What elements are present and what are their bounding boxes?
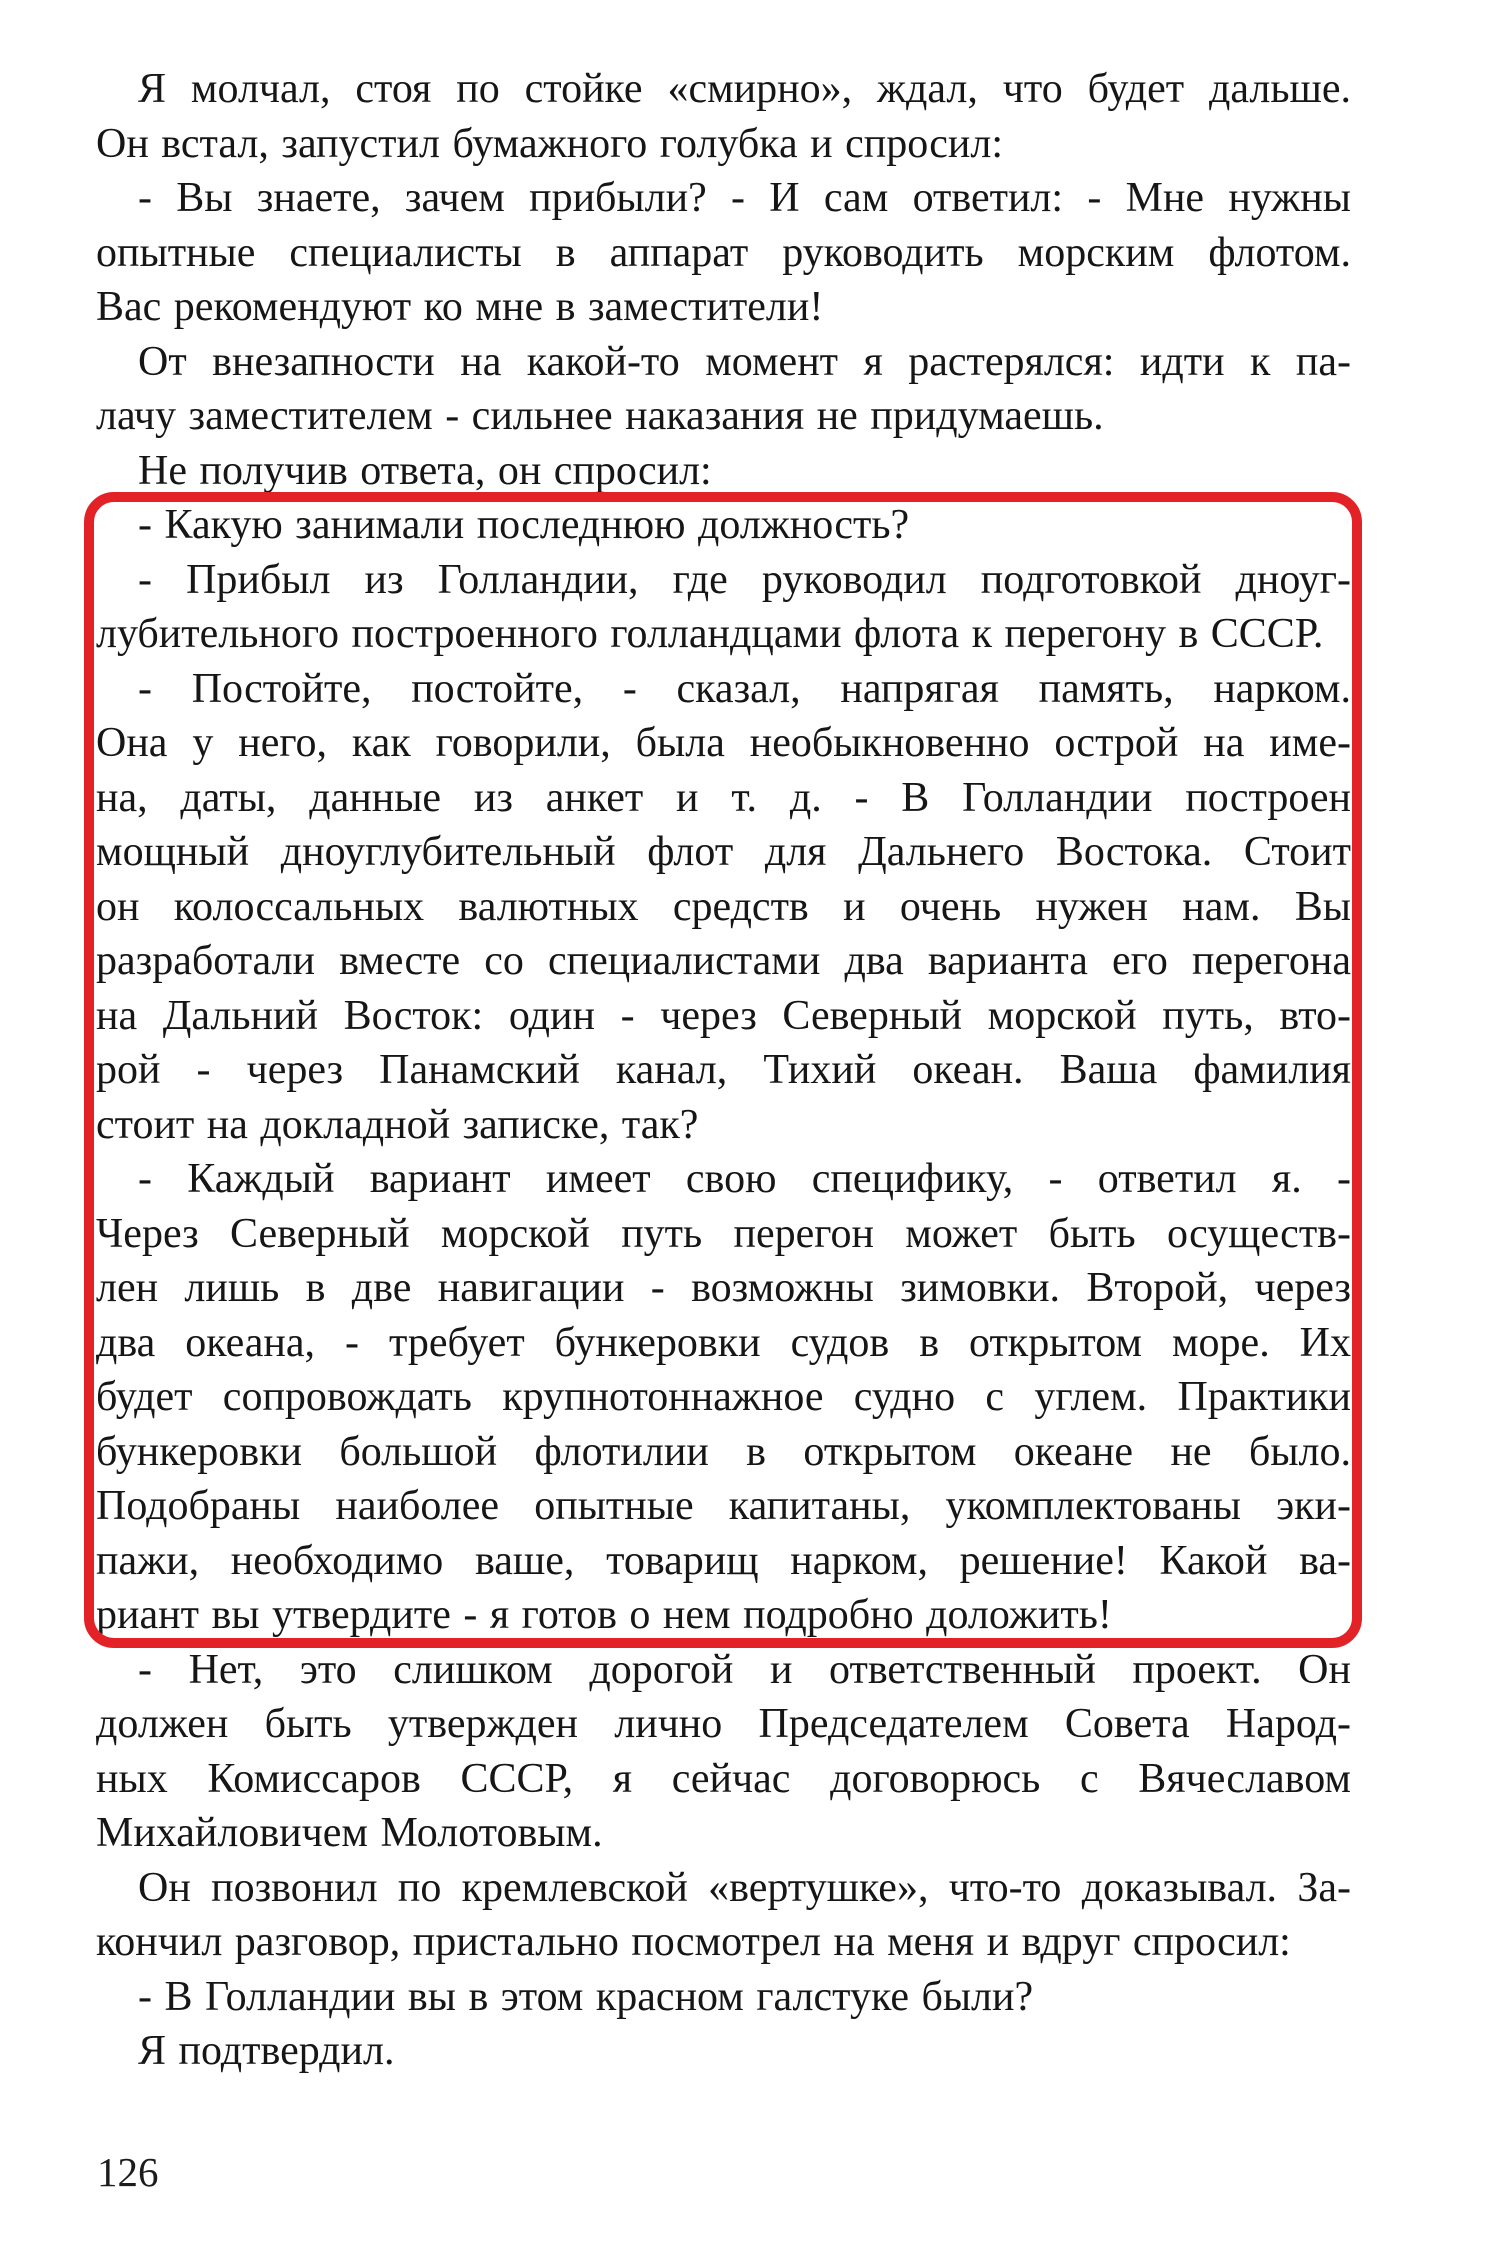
text-line: на Дальний Восток: один - через Северный морской путь, вто- xyxy=(96,992,1351,1039)
text-line: на, даты, данные из анкет и т. д. - В Голландии построен xyxy=(96,774,1351,821)
text-line: - Нет, это слишком дорогой и ответственный проект. Он xyxy=(138,1646,1351,1693)
text-line: кончил разговор, пристально посмотрел на меня и вдруг спросил: xyxy=(96,1919,1291,1965)
text-line: он колоссальных валютных средств и очень нужен нам. Вы xyxy=(96,883,1351,930)
text-line: От внезапности на какой-то момент я растерялся: идти к па- xyxy=(138,338,1351,385)
text-line: рой - через Панамский канал, Тихий океан. Ваша фамилия xyxy=(96,1047,1351,1093)
page-number: 126 xyxy=(97,2149,159,2195)
text-line: мощный дноуглубительный флот для Дальнего Востока. Стоит xyxy=(96,829,1351,875)
text-line: - Постойте, постойте, - сказал, напрягая память, нарком. xyxy=(138,665,1351,712)
text-line: - Каждый вариант имеет свою специфику, - ответил я. - xyxy=(138,1156,1351,1202)
text-line: Вас рекомендуют ко мне в заместители! xyxy=(96,284,824,330)
text-line: лен лишь в две навигации - возможны зимовки. Второй, через xyxy=(96,1265,1351,1311)
text-line: два океана, - требует бункеровки судов в открытом море. Их xyxy=(96,1319,1351,1366)
text-line: Михайловичем Молотовым. xyxy=(96,1810,603,1856)
text-line: Через Северный морской путь перегон может быть осуществ- xyxy=(96,1210,1351,1257)
text-line: Не получив ответа, он спросил: xyxy=(138,447,712,494)
text-line: лачу заместителем - сильнее наказания не придумаешь. xyxy=(96,393,1104,439)
text-line: пажи, необходимо ваше, товарищ нарком, решение! Какой ва- xyxy=(96,1537,1351,1584)
text-line: Я подтвердил. xyxy=(138,2028,395,2074)
text-line: бункеровки большой флотилии в открытом океане не было. xyxy=(96,1428,1351,1475)
text-line: ных Комиссаров СССР, я сейчас договорюсь с Вячеславом xyxy=(96,1755,1351,1802)
text-line: риант вы утвердите - я готов о нем подробно доложить! xyxy=(96,1592,1112,1638)
text-line: - Какую занимали последнюю должность? xyxy=(138,502,910,548)
text-line: разработали вместе со специалистами два варианта его перегона xyxy=(96,938,1351,984)
text-line: - Вы знаете, зачем прибыли? - И сам ответил: - Мне нужны xyxy=(138,175,1351,221)
text-line: Он позвонил по кремлевской «вертушке», что-то доказывал. За- xyxy=(138,1864,1351,1911)
text-line: лубительного построенного голландцами флота к перегону в СССР. xyxy=(96,611,1324,657)
text-line: Она у него, как говорили, была необыкновенно острой на име- xyxy=(96,720,1351,766)
text-line: Он встал, запустил бумажного голубка и спросил: xyxy=(96,120,1003,167)
text-line: должен быть утвержден лично Председателем Совета Народ- xyxy=(96,1701,1351,1747)
text-line: - В Голландии вы в этом красном галстуке были? xyxy=(138,1973,1034,2020)
text-line: будет сопровождать крупнотоннажное судно с углем. Практики xyxy=(96,1374,1351,1420)
text-line: Я молчал, стоя по стойке «смирно», ждал, что будет дальше. xyxy=(138,66,1351,112)
page-text xyxy=(96,62,1351,2079)
text-line: опытные специалисты в аппарат руководить морским флотом. xyxy=(96,229,1351,276)
text-line: - Прибыл из Голландии, где руководил подготовкой дноуг- xyxy=(138,556,1351,603)
text-line: Подобраны наиболее опытные капитаны, укомплектованы эки- xyxy=(96,1483,1351,1529)
text-line: стоит на докладной записке, так? xyxy=(96,1101,699,1148)
